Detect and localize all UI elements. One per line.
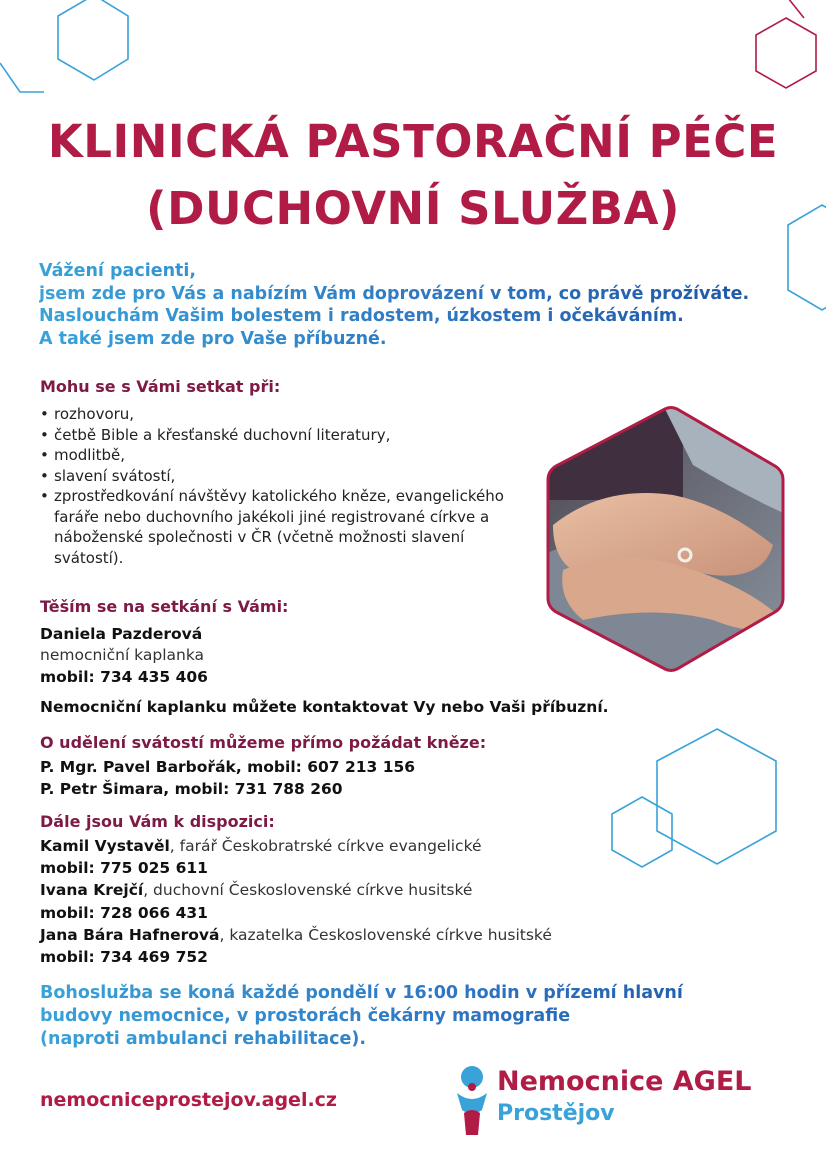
person-role: , kazatelka Československé církve husitské <box>219 926 552 944</box>
hexagon-top-left-small <box>0 63 44 92</box>
sacraments-heading: O udělení svátostí můžeme přímo požádat kněze: <box>40 733 487 752</box>
website-link[interactable]: nemocniceprostejov.agel.cz <box>40 1089 337 1111</box>
hexagon-top-left-large <box>58 0 128 80</box>
intro-line: A také jsem zde pro Vaše příbuzné. <box>39 328 749 351</box>
person-name: Ivana Krejčí <box>40 881 144 899</box>
priest-line: P. Mgr. Pavel Barbořák, mobil: 607 213 156 <box>40 758 416 776</box>
person-line <box>40 880 472 900</box>
list-item: • četbě Bible a křesťanské duchovní literatury, <box>40 425 520 446</box>
intro-line: Naslouchám Vašim bolestem i radostem, úzkostem i očekáváním. <box>39 305 749 328</box>
contact-note: Nemocniční kaplanku můžete kontaktovat Vy nebo Vaši příbuzní. <box>40 698 609 716</box>
intro-line: Vážení pacienti, <box>39 260 749 283</box>
hands-photo <box>543 405 788 673</box>
logo-name: Nemocnice AGEL <box>497 1066 752 1097</box>
hexagon-mid-right-small <box>612 797 672 867</box>
person-role: , duchovní Československé církve husitské <box>143 881 473 899</box>
chaplain-name: Daniela Pazderová <box>40 625 203 643</box>
others-heading: Dále jsou Vám k dispozici: <box>40 812 275 831</box>
logo-city: Prostějov <box>497 1101 615 1126</box>
meet-list <box>40 404 520 568</box>
page-title-line-2: (DUCHOVNÍ SLUŽBA) <box>146 182 680 235</box>
page-title-line-1: KLINICKÁ PASTORAČNÍ PÉČE <box>47 115 779 168</box>
chaplain-role: nemocniční kaplanka <box>40 646 205 664</box>
intro-line: jsem zde pro Vás a nabízím Vám doprovázení v tom, co právě prožíváte. <box>39 283 750 304</box>
hexagon-mid-right-large <box>657 729 776 864</box>
list-item: • slavení svátostí, <box>40 466 520 487</box>
person-name: Kamil Vystavěl <box>40 837 170 855</box>
person-mobile: mobil: 728 066 431 <box>40 904 208 922</box>
meet-heading: Mohu se s Vámi setkat při: <box>40 377 281 396</box>
person-line <box>40 836 482 856</box>
logo-figure-icon <box>452 1065 492 1137</box>
hexagon-top-right <box>756 18 816 88</box>
person-line <box>40 925 552 945</box>
service-line: budovy nemocnice, v prostorách čekárny mamografie <box>40 1005 760 1028</box>
contact-heading: Těším se na setkání s Vámi: <box>40 597 289 616</box>
person-mobile: mobil: 734 469 752 <box>40 948 208 966</box>
list-item: • zprostředkování návštěvy katolického kněze, evangelického faráře nebo duchovního jakékoli jiné registrované církve a náboženské společnosti v ČR (včetně možnosti slavení svátostí). <box>40 486 524 568</box>
service-line: (naproti ambulanci rehabilitace). <box>40 1028 760 1051</box>
hospital-logo <box>450 1063 800 1138</box>
chaplain-mobile: mobil: 734 435 406 <box>40 668 208 686</box>
priest-line: P. Petr Šimara, mobil: 731 788 260 <box>40 780 343 798</box>
person-name: Jana Bára Hafnerová <box>40 926 220 944</box>
service-paragraph <box>40 982 760 1051</box>
person-mobile: mobil: 775 025 611 <box>40 859 208 877</box>
person-role: , farář Českobratrské církve evangelické <box>169 837 482 855</box>
service-line: Bohoslužba se koná každé pondělí v 16:00 hodin v přízemí hlavní <box>40 982 760 1005</box>
list-item: • rozhovoru, <box>40 404 520 425</box>
intro-paragraph <box>39 260 749 350</box>
list-item: • modlitbě, <box>40 445 520 466</box>
hexagon-top-right-tail <box>788 0 804 18</box>
